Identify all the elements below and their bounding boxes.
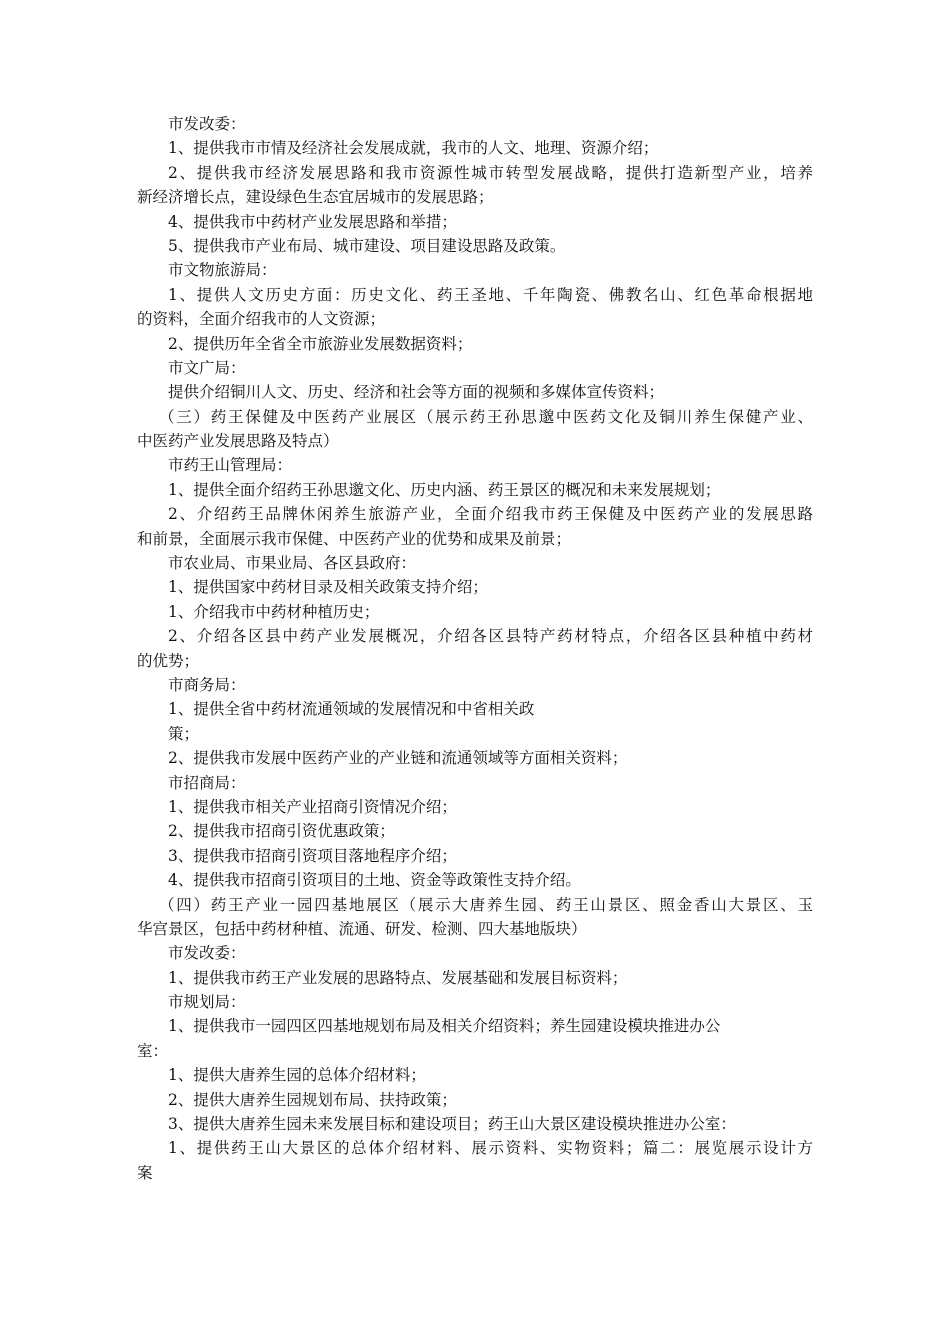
document-body (137, 112, 813, 1185)
paragraph-heading: 市发改委： (168, 944, 246, 963)
paragraph-line: 5、提供我市产业布局、城市建设、项目建设思路及政策。 (168, 236, 566, 255)
paragraph-heading: 市文广局： (168, 358, 246, 377)
paragraph-line: 1、介绍我市中药材种植历史； (168, 602, 380, 621)
paragraph-line: 1、提供我市一园四区四基地规划布局及相关介绍资料；养生园建设模块推进办公 (168, 1017, 721, 1036)
paragraph-line: 1、提供全面介绍药王孙思邈文化、历史内涵、药王景区的概况和未来发展规划； (168, 480, 721, 499)
paragraph-heading: 市商务局： (168, 675, 246, 694)
paragraph-line: 3、提供我市招商引资项目落地程序介绍； (168, 846, 457, 865)
section-heading: （三）药王保健及中医药产业展区（展示药王孙思邈中医药文化及铜川养生保健产业、 (159, 407, 813, 426)
paragraph-line: 1、提供全省中药材流通领域的发展情况和中省相关政 (168, 700, 535, 719)
paragraph-line: 1、提供我市药王产业发展的思路特点、发展基础和发展目标资料； (168, 968, 628, 987)
paragraph-line: 3、提供大唐养生园未来发展目标和建设项目；药王山大景区建设模块推进办公室： (168, 1115, 736, 1134)
paragraph-line: 2、提供历年全省全市旅游业发展数据资料； (168, 334, 473, 353)
paragraph-heading: 市农业局、市果业局、各区县政府： (168, 554, 417, 573)
paragraph-line: 新经济增长点，建设绿色生态宜居城市的发展思路； (137, 188, 494, 207)
section-heading: （四）药王产业一园四基地展区（展示大唐养生园、药王山景区、照金香山大景区、玉 (159, 895, 813, 914)
paragraph-line: 4、提供我市招商引资项目的土地、资金等政策性支持介绍。 (168, 871, 581, 890)
paragraph-line: 的资料，全面介绍我市的人文资源； (137, 310, 386, 329)
paragraph-heading: 市药王山管理局： (168, 456, 293, 475)
paragraph-heading: 市规划局： (168, 993, 246, 1012)
paragraph-heading: 市文物旅游局： (168, 261, 277, 280)
paragraph-line: 1、提供国家中药材目录及相关政策支持介绍； (168, 578, 488, 597)
paragraph-line: 2、介绍各区县中药产业发展概况，介绍各区县特产药材特点，介绍各区县种植中药材 (168, 627, 813, 646)
paragraph-line: 策； (168, 724, 200, 743)
paragraph-line: 1、提供药王山大景区的总体介绍材料、展示资料、实物资料；篇二：展览展示设计方 (168, 1139, 813, 1158)
paragraph-heading: 市招商局： (168, 773, 246, 792)
paragraph-line: 室： (137, 1041, 169, 1060)
paragraph-line: 1、提供大唐养生园的总体介绍材料； (168, 1066, 426, 1085)
paragraph-line: 2、介绍药王品牌休闲养生旅游产业，全面介绍我市药王保健及中医药产业的发展思路 (168, 505, 813, 524)
section-heading: 华宫景区，包括中药材种植、流通、研发、检测、四大基地版块） (137, 919, 587, 938)
paragraph-line: 和前景，全面展示我市保健、中医药产业的优势和成果及前景； (137, 529, 572, 548)
paragraph-line: 提供介绍铜川人文、历史、经济和社会等方面的视频和多媒体宣传资料； (168, 383, 665, 402)
paragraph-line: 1、提供人文历史方面：历史文化、药王圣地、千年陶瓷、佛教名山、红色革命根据地 (168, 285, 813, 304)
paragraph-line: 2、提供我市发展中医药产业的产业链和流通领域等方面相关资料； (168, 749, 628, 768)
paragraph-line: 1、提供我市相关产业招商引资情况介绍； (168, 797, 457, 816)
paragraph-line: 案 (137, 1163, 153, 1182)
paragraph-line: 的优势； (137, 651, 200, 670)
paragraph-line: 2、提供大唐养生园规划布局、扶持政策； (168, 1090, 457, 1109)
section-heading: 中医药产业发展思路及特点） (137, 432, 339, 451)
paragraph-line: 2、提供我市招商引资优惠政策； (168, 822, 395, 841)
paragraph-line: 2、提供我市经济发展思路和我市资源性城市转型发展战略，提供打造新型产业，培养 (168, 163, 813, 182)
paragraph-line: 4、提供我市中药材产业发展思路和举措； (168, 212, 457, 231)
paragraph-heading: 市发改委： (168, 115, 246, 133)
paragraph-line: 1、提供我市市情及经济社会发展成就，我市的人文、地理、资源介绍； (168, 139, 659, 158)
